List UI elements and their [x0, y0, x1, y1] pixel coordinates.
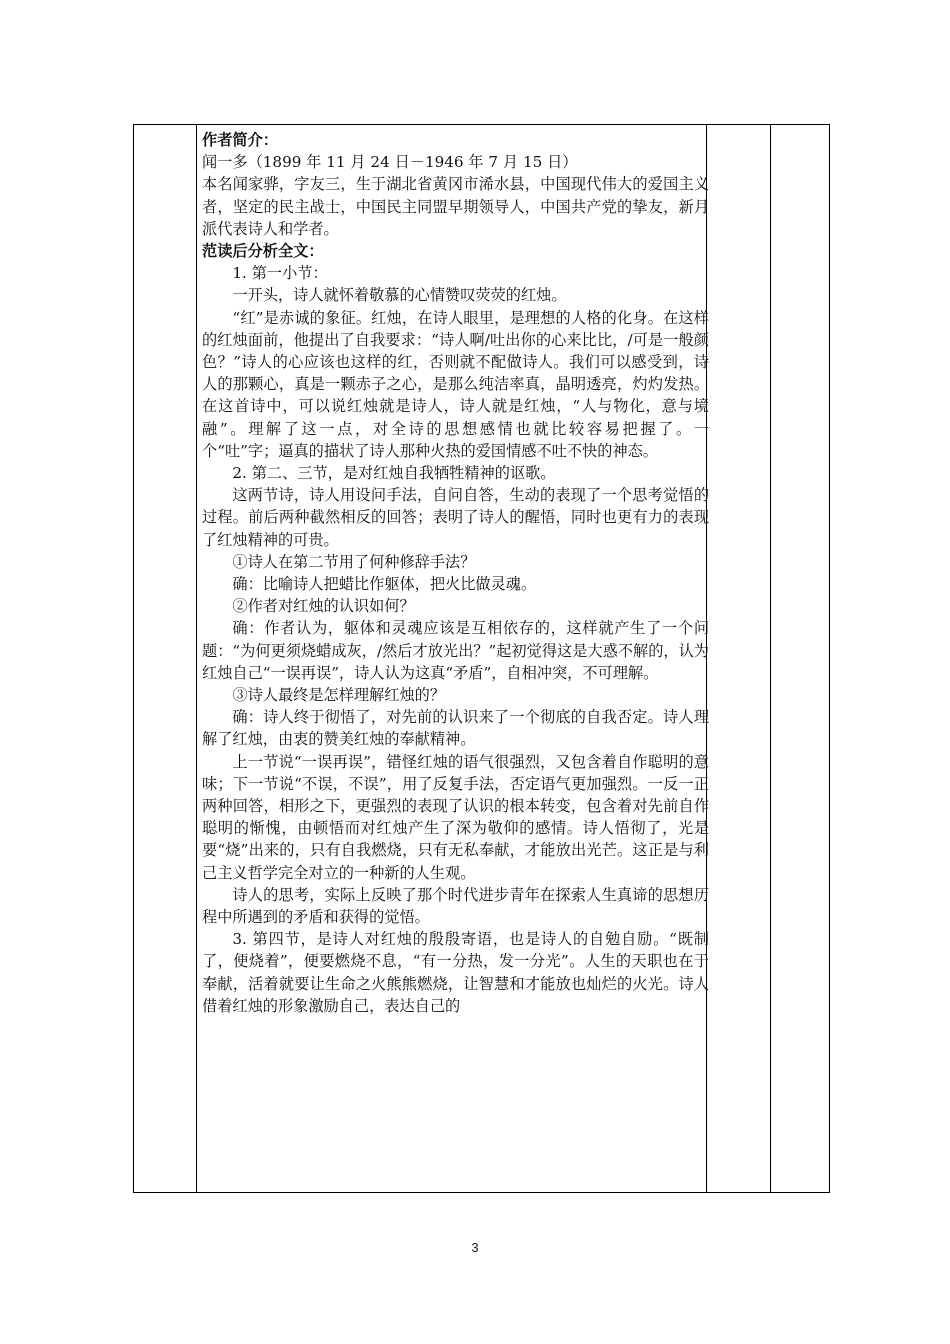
- analysis-paragraph: 诗人的思考，实际上反映了那个时代进步青年在探索人生真谛的思想历程中所遇到的矛盾和获得的觉悟。: [202, 885, 709, 927]
- author-dates: 闻一多（1899 年 11 月 24 日－1946 年 7 月 15 日）: [202, 153, 578, 172]
- analysis-heading: 范读后分析全文：: [202, 241, 324, 260]
- analysis-answer: 确：诗人终于彻悟了，对先前的认识来了一个彻底的自我否定。诗人理解了红烛，由衷的赞美红烛的奉献精神。: [202, 708, 709, 749]
- author-intro-heading: 作者简介：: [202, 131, 278, 149]
- analysis-paragraph: 3. 第四节，是诗人对红烛的殷殷寄语，也是诗人的自勉自励。“既制了，便烧着”，便要燃烧不息，“有一分热，发一分光”。人生的天职也在于奉献，活着就要让生命之火熊熊燃烧，让智慧和才能放也灿烂的火光。诗人借着红烛的形象激励自己，表达自己的: [202, 930, 709, 1015]
- author-bio: 本名闻家骅，字友三，生于湖北省黄冈市浠水县，中国现代伟大的爱国主义者，坚定的民主战士，中国民主同盟早期领导人，中国共产党的挚友，新月派代表诗人和学者。: [202, 175, 709, 238]
- table-column-divider: [770, 125, 771, 1192]
- table-column-divider: [196, 125, 197, 1192]
- analysis-question: ③诗人最终是怎样理解红烛的？: [232, 686, 446, 705]
- page-number: 3: [471, 1240, 479, 1255]
- analysis-answer: 确：作者认为，躯体和灵魂应该是互相依存的，这样就产生了一个问题：“为何更须烧蜡成灰，/然后才放光出？”起初觉得这是大惑不解的，认为红烛自己“一误再误”，诗人认为这真“矛盾”，自相冲突，不可理解。: [202, 619, 709, 682]
- content-cell: [202, 129, 709, 1017]
- analysis-paragraph: 2. 第二、三节，是对红烛自我牺牲精神的讴歌。: [232, 464, 556, 482]
- analysis-paragraph: 1. 第一小节：: [232, 264, 328, 283]
- analysis-paragraph: “红”是赤诚的象征。红烛，在诗人眼里，是理想的人格的化身。在这样的红烛面前，他提出了自我要求：“诗人啊/吐出你的心来比比，/可是一般颜色？”诗人的心应该也这样的红，否则就不配做诗人。我们可以感受到，诗人的那颗心，真是一颗赤子之心，是那么纯洁率真，晶明透亮，灼灼发热。在这首诗中，可以说红烛就是诗人，诗人就是红烛，“人与物化，意与境融”。理解了这一点，对全诗的思想感情也就比较容易把握了。一个“吐”字；逼真的描状了诗人那种火热的爱国情感不吐不快的神态。: [202, 308, 709, 460]
- analysis-paragraph: 这两节诗，诗人用设问手法，自问自答，生动的表现了一个思考觉悟的过程。前后两种截然相反的回答；表明了诗人的醒悟，同时也更有力的表现了红烛精神的可贵。: [202, 486, 709, 549]
- analysis-answer: 确：比喻诗人把蜡比作躯体，把火比做灵魂。: [232, 575, 537, 594]
- analysis-question: ②作者对红烛的认识如何？: [232, 597, 415, 616]
- lesson-table: [133, 124, 830, 1193]
- analysis-paragraph: 一开头，诗人就怀着敬慕的心情赞叹荧荧的红烛。: [232, 286, 567, 305]
- analysis-paragraph: 上一节说“一误再误”，错怪红烛的语气很强烈，又包含着自作聪明的意味；下一节说“不误，不误”，用了反复手法，否定语气更加强烈。一反一正两种回答，相形之下，更强烈的表现了认识的根本转变，包含着对先前自作聪明的惭愧，由顿悟而对红烛产生了深为敬仰的感情。诗人悟彻了，光是要“烧”出来的，只有自我燃烧，只有无私奉献，才能放出光芒。这正是与利己主义哲学完全对立的一种新的人生观。: [202, 752, 709, 882]
- analysis-question: ①诗人在第二节用了何种修辞手法？: [232, 552, 476, 571]
